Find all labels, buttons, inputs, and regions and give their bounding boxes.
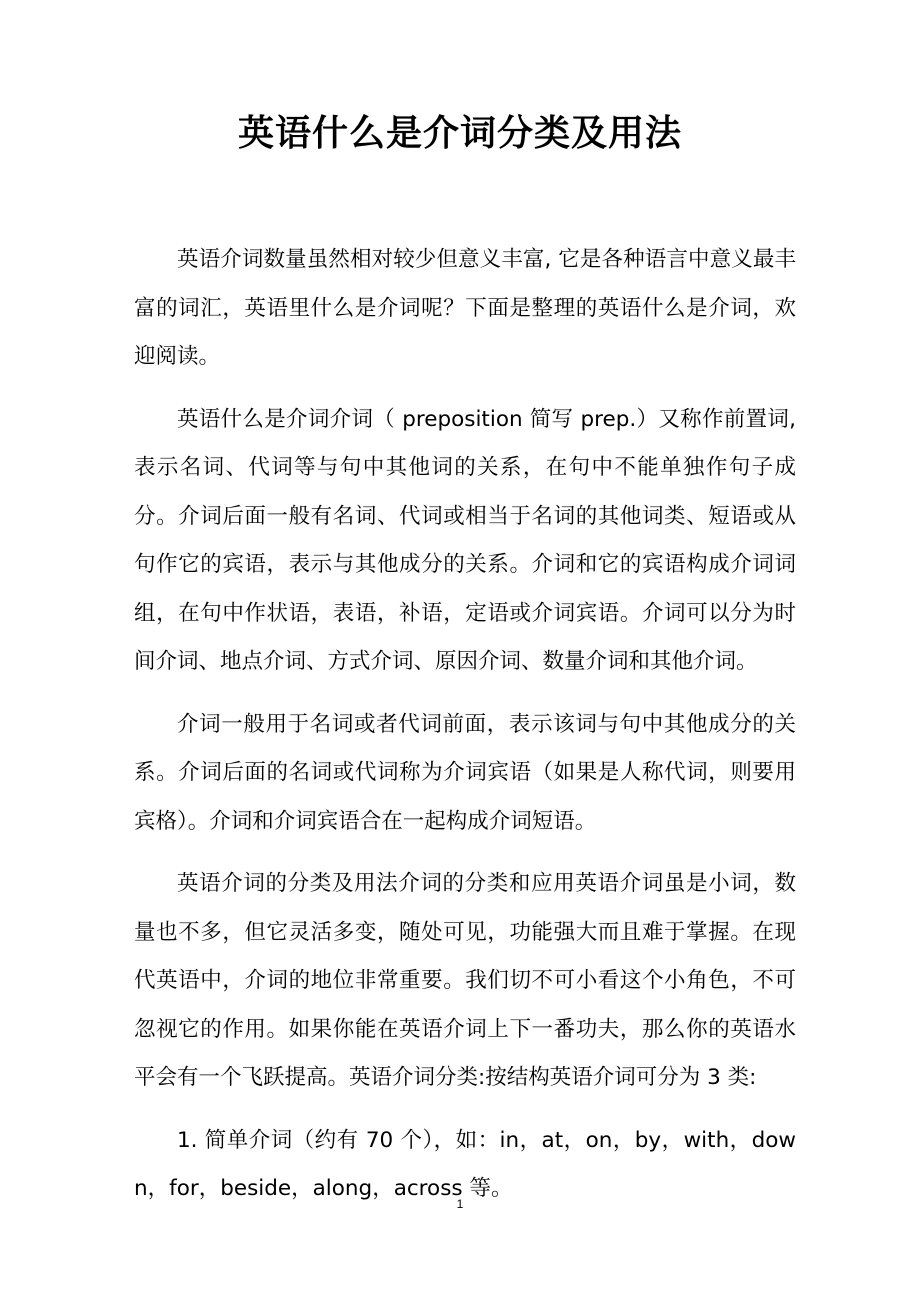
- paragraph-usage: 介词一般用于名词或者代词前面，表示该词与句中其他成分的关系。介词后面的名词或代词称为介词宾语（如果是人称代词，则要用宾格）。介词和介词宾语合在一起构成介词短语。: [134, 711, 796, 834]
- paragraph-simple-prepositions: 1. 简单介词（约有 70 个），如：in，at，on，by，with，down，for，beside，along，across 等。: [134, 1127, 796, 1201]
- page-number: 1: [456, 1197, 464, 1211]
- document-title: 英语什么是介词分类及用法: [237, 113, 682, 154]
- paragraph-classification: 英语介词的分类及用法介词的分类和应用英语介词虽是小词，数量也不多，但它灵活多变，随处可见，功能强大而且难于掌握。在现代英语中，介词的地位非常重要。我们切不可小看这个小角色，不可忽视它的作用。如果你能在英语介词上下一番功夫，那么你的英语水平会有一个飞跃提高。英语介词分类:按结构英语介词可分为 3 类:: [134, 871, 796, 1090]
- document-body: [134, 236, 796, 1228]
- paragraph-intro: 英语介词数量虽然相对较少但意义丰富, 它是各种语言中意义最丰富的词汇，英语里什么是介词呢？下面是整理的英语什么是介词，欢迎阅读。: [134, 247, 796, 369]
- paragraph-definition: 英语什么是介词介词（ preposition 简写 prep.）又称作前置词,表示名词、代词等与句中其他词的关系，在句中不能单独作句子成分。介词后面一般有名词、代词或相当于名词的其他词类、短语或从句作它的宾语，表示与其他成分的关系。介词和它的宾语构成介词词组，在句中作状语，表语，补语，定语或介词宾语。介词可以分为时间介词、地点介词、方式介词、原因介词、数量介词和其他介词。: [134, 406, 796, 674]
